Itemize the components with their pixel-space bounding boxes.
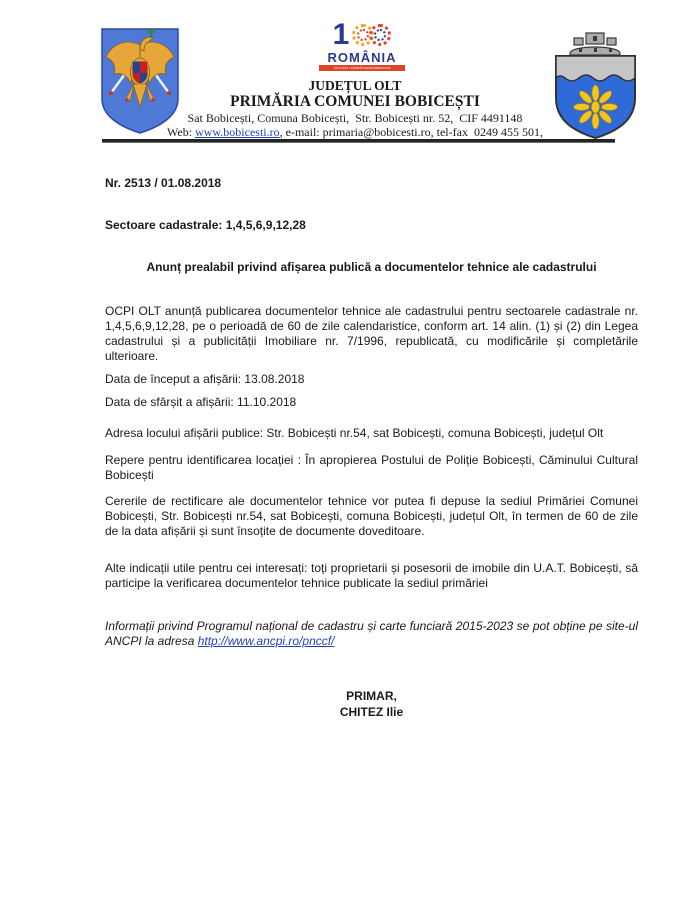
website-link[interactable]: www.bobicesti.ro (195, 125, 280, 139)
logo-romania-label: ROMÂNIA (327, 50, 397, 65)
institution-address: Sat Bobicești, Comuna Bobicești, Str. Bobicești nr. 52, CIF 4491148 (187, 111, 523, 125)
logo-digits (319, 20, 405, 50)
signature-block (105, 688, 638, 720)
institution-contact-line (160, 125, 550, 139)
signature-name: CHITEZ Ilie (339, 705, 404, 719)
romania-centenary-logo (319, 20, 405, 71)
display-address-line: Adresa locului afișării publice: Str. Bobicești nr.54, sat Bobicești, comuna Bobicești, județul Olt (105, 426, 604, 440)
county-title: JUDEȚUL OLT (308, 78, 402, 93)
document-number: Nr. 2513 / 01.08.2018 (105, 176, 222, 190)
cadastral-sectors-line: Sectoare cadastrale: 1,4,5,6,9,12,28 (105, 218, 306, 232)
institution-title: PRIMĂRIA COMUNEI BOBICEȘTI (230, 93, 480, 110)
web-label: Web: (167, 125, 196, 139)
signature-role: PRIMAR, (346, 689, 397, 703)
logo-one-digit: 1 (332, 18, 350, 51)
start-date-line: Data de început a afișării: 13.08.2018 (105, 372, 305, 386)
document-title: Anunț prealabil privind afișarea publică a documentelor tehnice ale cadastrului (146, 260, 597, 274)
bobicesti-coat-of-arms-icon (548, 28, 643, 140)
landmarks-paragraph: Repere pentru identificarea locației : În apropierea Postului de Poliție Bobicești, Căminului Cultural Bobicești (105, 453, 638, 482)
logo-banner-text: 1918-2018 | SĂRBĂTORIM ÎMPREUNĂ (333, 65, 391, 70)
program-info-paragraph (105, 619, 638, 649)
announcement-paragraph: OCPI OLT anunță publicarea documentelor tehnice ale cadastrului pentru sectoarele cadastrale nr. 1,4,5,6,9,12,28, pe o perioadă de 60 de zile calendaristice, conform art. 14 alin. (1) și (2) din Legea cadastrului și a publicității Imobiliare nr. 7/1996, republicată, cu modificările și completările ulterioare. (105, 304, 638, 363)
program-info-text: Informații privind Programul național de cadastru și carte funciară 2015-2023 se pot obține pe site-ul ANCPI la adresa (105, 619, 638, 648)
email-telfax-text: , e-mail: primaria@bobicesti.ro, tel-fax 0249 455 501, (279, 125, 543, 139)
other-info-paragraph: Alte indicații utile pentru cei interesați: toți proprietarii și posesorii de imobile din U.A.T. Bobicești, să participe la verificarea documentelor tehnice publicate la sediul primăriei (105, 561, 638, 590)
header (160, 20, 550, 139)
logo-zero-ring-icon (369, 24, 391, 46)
logo-banner (319, 65, 405, 71)
header-divider (102, 139, 615, 143)
ancpi-link[interactable]: http://www.ancpi.ro/pnccf/ (197, 634, 335, 648)
end-date-line: Data de sfârșit a afișării: 11.10.2018 (105, 395, 297, 409)
rectification-paragraph: Cererile de rectificare ale documentelor tehnice vor putea fi depuse la sediul Primăriei Comunei Bobicești, Str. Bobicești nr.54, sat Bobicești, comuna Bobicești, județul Olt, în termen de 60 de zile de la data afișării și sunt însoțite de documente doveditoare. (105, 494, 638, 538)
